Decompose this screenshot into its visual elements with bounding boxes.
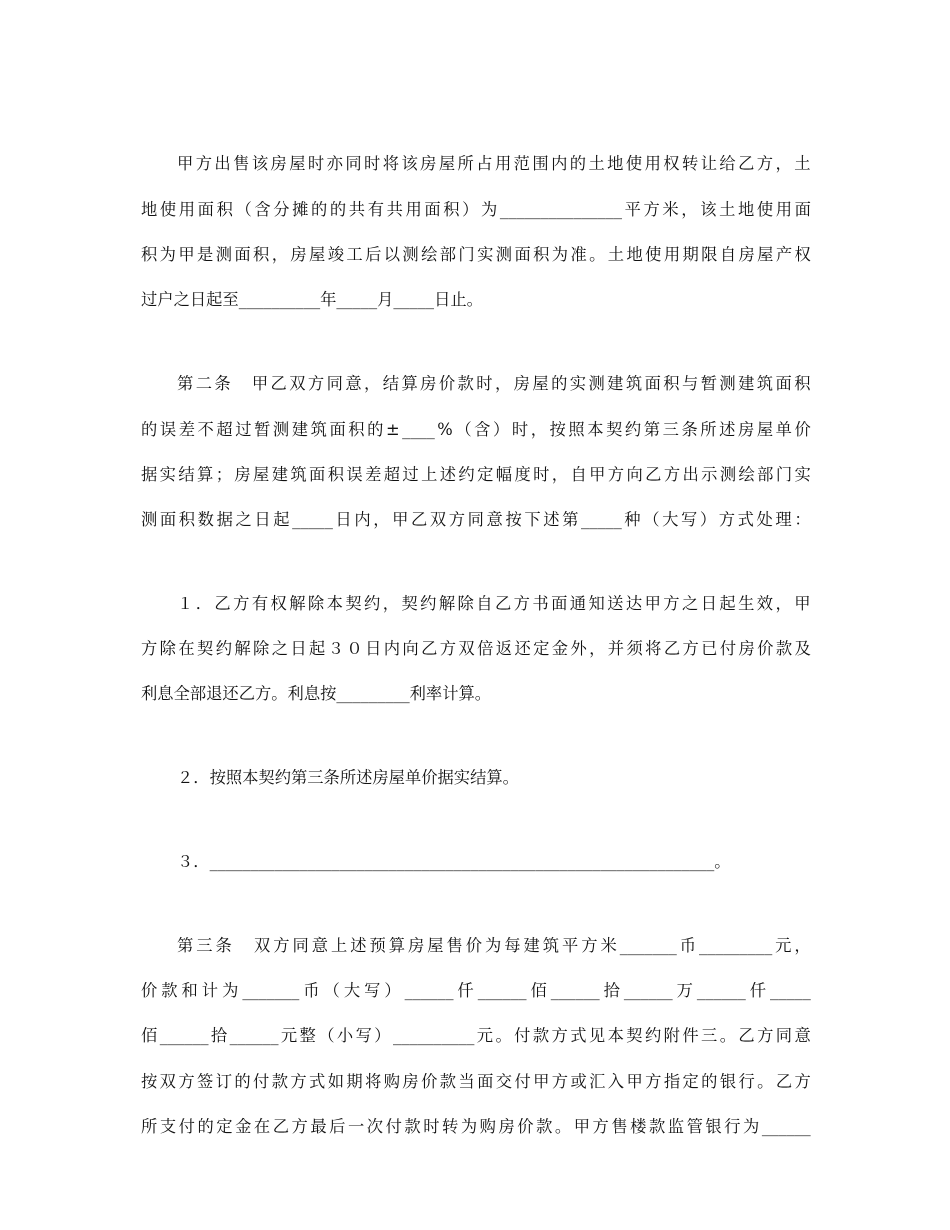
text-line: 利息全部退还乙方。利息按_________利率计算。 <box>141 684 492 703</box>
text-line: ３．______________________________________________________________。 <box>177 852 731 871</box>
text-line: 方 除 在 契 约 解 除 之 日 起 ３ ０ 日 内 向 乙 方 双 倍 返 还 定 金 外 ， 并 须 将 乙 方 已 付 房 价 款 及 <box>141 639 811 658</box>
text-line: 过户之日起至__________年_____月_____日止。 <box>141 290 483 309</box>
text-line: 甲 方 出 售 该 房 屋 时 亦 同 时 将 该 房 屋 所 占 用 范 围 内 的 土 地 使 用 权 转 让 给 乙 方 ， 土 <box>177 154 811 173</box>
text-line: 佰 ______ 拾 ______ 元 整 （ 小 写 ） __________ 元 。 付 款 方 式 见 本 契 约 附 件 三 。 乙 方 同 意 <box>141 1026 811 1045</box>
text-line: 地 使 用 面 积 （ 含 分 摊 的 的 共 有 共 用 面 积 ） 为 _______________ 平 方 米 ， 该 土 地 使 用 面 <box>141 200 811 219</box>
text-line: 第 三 条 双 方 同 意 上 述 预 算 房 屋 售 价 为 每 建 筑 平 方 米 _______ 币 _________ 元 ， <box>177 936 811 955</box>
text-line: ２．按照本契约第三条所述房屋单价据实结算。 <box>177 768 519 787</box>
text-line: 测 面 积 数 据 之 日 起 _____ 日 内 ， 甲 乙 双 方 同 意 按 下 述 第 _____ 种 （ 大 写 ） 方 式 处 理 ： <box>141 510 811 529</box>
text-line: 价 款 和 计 为 _______ 币 （ 大 写 ） ______ 仟 ______ 佰 ______ 拾 ______ 万 ______ 仟 _____ <box>141 981 811 1000</box>
text-line: 据 实 结 算 ； 房 屋 建 筑 面 积 误 差 超 过 上 述 约 定 幅 度 时 ， 自 甲 方 向 乙 方 出 示 测 绘 部 门 实 <box>141 465 811 484</box>
text-line: １ ． 乙 方 有 权 解 除 本 契 约 ， 契 约 解 除 自 乙 方 书 面 通 知 送 达 甲 方 之 日 起 生 效 ， 甲 <box>177 594 811 613</box>
text-line: 按 双 方 签 订 的 付 款 方 式 如 期 将 购 房 价 款 当 面 交 付 甲 方 或 汇 入 甲 方 指 定 的 银 行 。 乙 方 <box>141 1072 811 1091</box>
text-line: 第 二 条 甲 乙 双 方 同 意 ， 结 算 房 价 款 时 ， 房 屋 的 实 测 建 筑 面 积 与 暂 测 建 筑 面 积 <box>177 374 811 393</box>
text-line: 所 支 付 的 定 金 在 乙 方 最 后 一 次 付 款 时 转 为 购 房 价 款 。 甲 方 售 楼 款 监 管 银 行 为 ______ <box>141 1117 811 1136</box>
text-line: 的 误 差 不 超 过 暂 测 建 筑 面 积 的 ± ____ % （ 含 ） 时 ， 按 照 本 契 约 第 三 条 所 述 房 屋 单 价 <box>141 420 811 439</box>
text-line: 积 为 甲 是 测 面 积 ， 房 屋 竣 工 后 以 测 绘 部 门 实 测 面 积 为 准 。 土 地 使 用 期 限 自 房 屋 产 权 <box>141 245 811 264</box>
